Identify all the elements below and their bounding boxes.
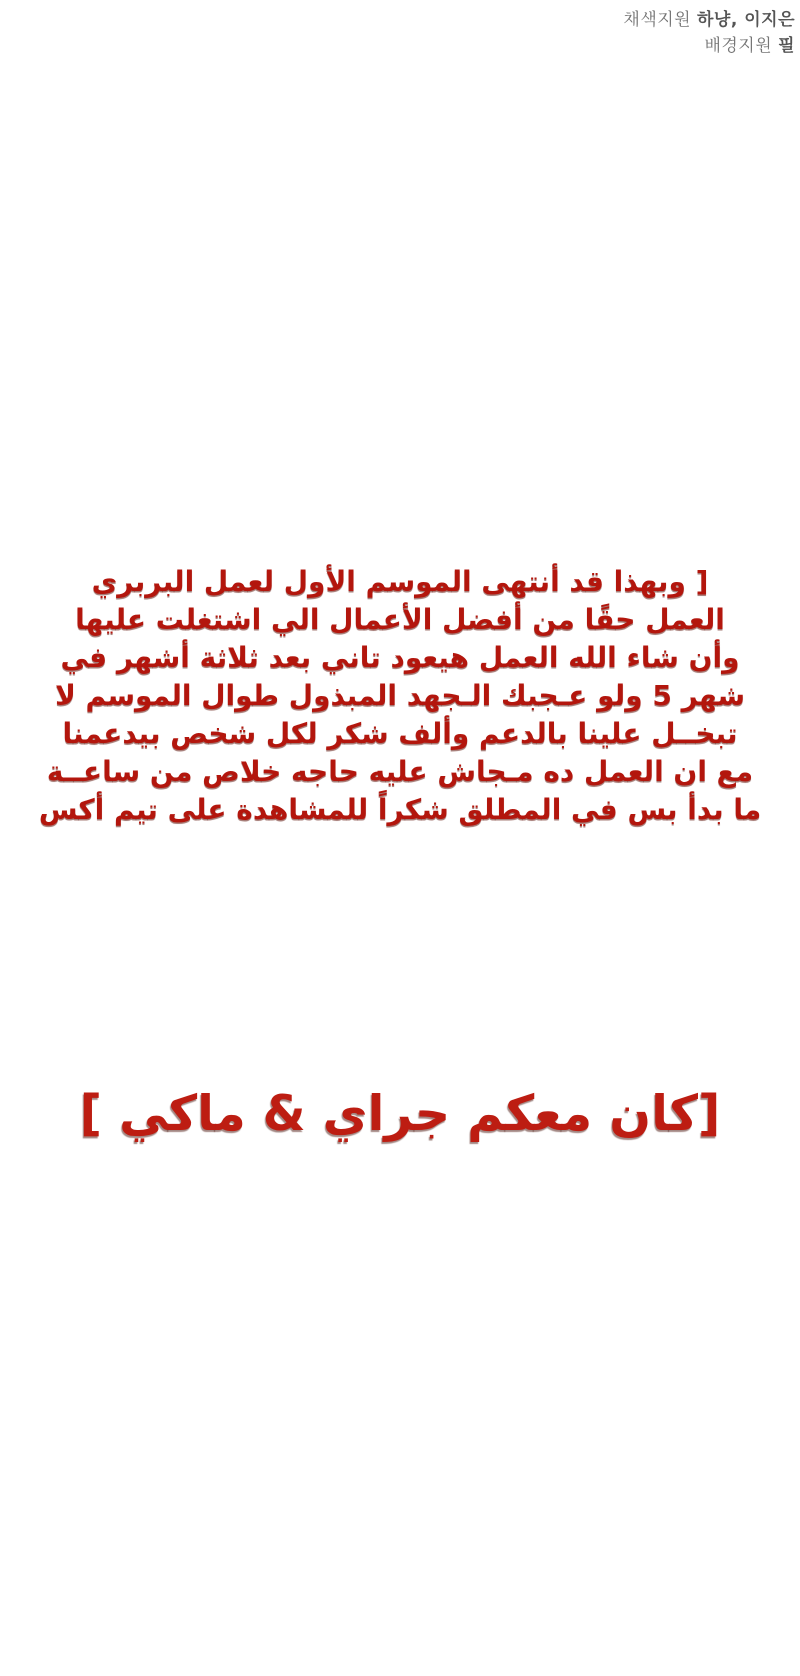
message-line: شهر 5 ولو عـجبك الـجهد المبذول طوال الموسم لا — [54, 679, 746, 712]
message-line: وأن شاء الله العمل هيعود تاني بعد ثلاثة أشهر في — [60, 641, 740, 674]
message-line: العمل حقًا من أفضل الأعمال الي اشتغلت عليها — [75, 603, 725, 636]
credit-line-coloring — [623, 7, 795, 33]
translation-credits — [623, 7, 795, 59]
credit-line-background — [623, 33, 795, 59]
farewell-message — [0, 563, 800, 829]
message-line: ما بدأ بس في المطلق شكراً للمشاهدة على تيم أكس — [38, 793, 762, 826]
signoff-text: [كان معكم جراي & ماكي ] — [79, 1085, 721, 1142]
credit-role-label: 배경지원 — [704, 36, 773, 56]
message-line: تبخــل علينا بالدعم وألف شكر لكل شخص بيدعمنا — [62, 717, 738, 750]
credit-role-label: 채색지원 — [623, 10, 692, 30]
message-line: مع ان العمل ده مـجاش عليه حاجه خلاص من ساعــة — [46, 755, 754, 788]
credit-names: 필 — [778, 36, 795, 56]
credit-names: 하냥, 이지은 — [697, 10, 795, 30]
message-line: [ وبهذا قد أنتهى الموسم الأول لعمل البربري — [91, 565, 709, 598]
